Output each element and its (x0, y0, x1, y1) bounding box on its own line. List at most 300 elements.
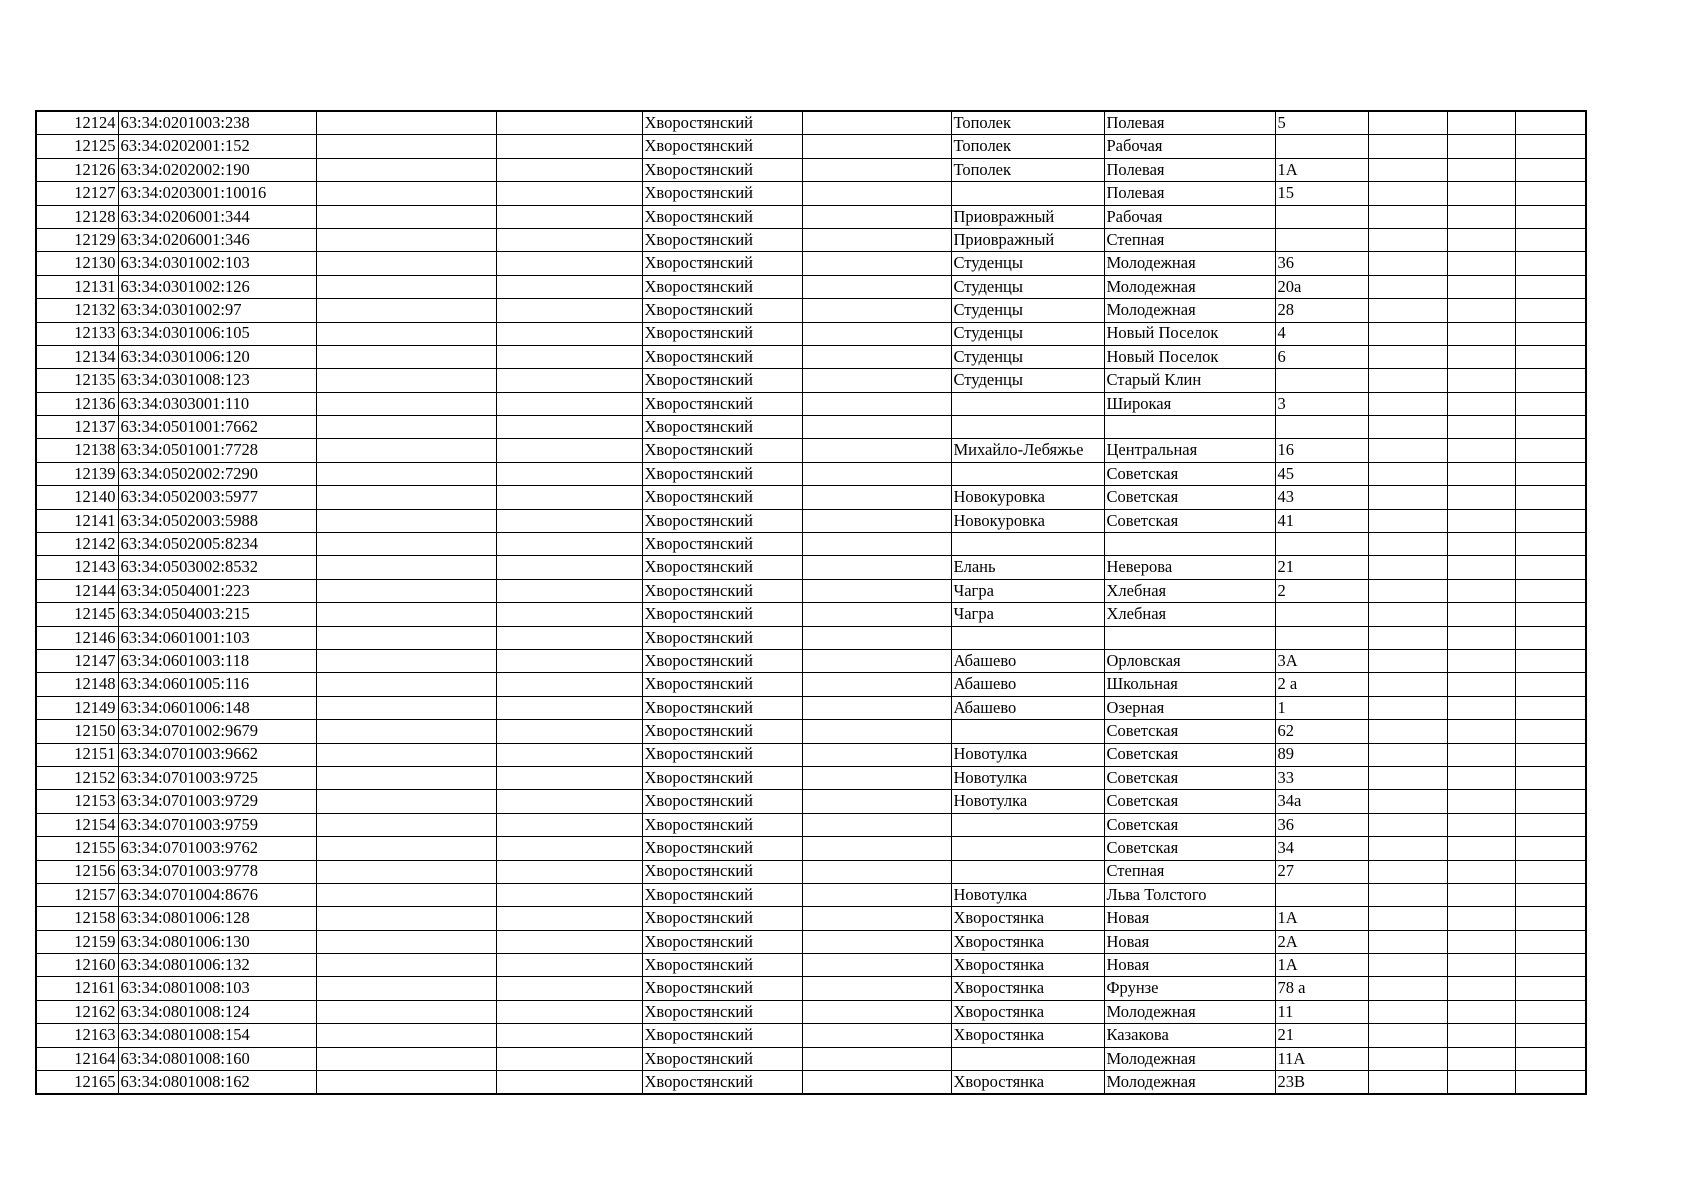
cadastral-number-cell: 63:34:0502003:5977 (118, 486, 316, 509)
empty-cell (496, 860, 642, 883)
street-cell: Новая (1104, 930, 1275, 953)
house-number-cell: 16 (1275, 439, 1368, 462)
empty-cell (802, 556, 951, 579)
cadastral-number-cell: 63:34:0202002:190 (118, 158, 316, 181)
row-number-cell: 12126 (36, 158, 118, 181)
empty-cell (316, 837, 496, 860)
row-number-cell: 12128 (36, 205, 118, 228)
empty-cell (802, 509, 951, 532)
row-number-cell: 12139 (36, 462, 118, 485)
table-row (36, 883, 1586, 906)
street-cell: Полевая (1104, 182, 1275, 205)
district-cell: Хворостянский (642, 977, 802, 1000)
empty-cell (1515, 907, 1586, 930)
empty-cell (1368, 462, 1447, 485)
cadastral-number-cell: 63:34:0701003:9725 (118, 766, 316, 789)
table-row (36, 322, 1586, 345)
row-number-cell: 12134 (36, 345, 118, 368)
locality-cell: Хворостянка (951, 1071, 1104, 1095)
empty-cell (316, 345, 496, 368)
empty-cell (1515, 837, 1586, 860)
locality-cell (951, 720, 1104, 743)
cadastral-number-cell: 63:34:0303001:110 (118, 392, 316, 415)
house-number-cell: 21 (1275, 556, 1368, 579)
table-row (36, 930, 1586, 953)
district-cell: Хворостянский (642, 673, 802, 696)
empty-cell (496, 673, 642, 696)
empty-cell (1447, 533, 1515, 556)
empty-cell (1447, 696, 1515, 719)
empty-cell (496, 1000, 642, 1023)
house-number-cell: 5 (1275, 111, 1368, 135)
empty-cell (1447, 416, 1515, 439)
empty-cell (1515, 556, 1586, 579)
street-cell: Полевая (1104, 158, 1275, 181)
empty-cell (802, 416, 951, 439)
locality-cell: Студенцы (951, 322, 1104, 345)
empty-cell (496, 111, 642, 135)
locality-cell: Хворостянка (951, 954, 1104, 977)
empty-cell (1515, 790, 1586, 813)
locality-cell: Студенцы (951, 252, 1104, 275)
street-cell: Советская (1104, 509, 1275, 532)
empty-cell (1447, 1047, 1515, 1070)
empty-cell (496, 182, 642, 205)
row-number-cell: 12131 (36, 275, 118, 298)
row-number-cell: 12143 (36, 556, 118, 579)
empty-cell (1368, 954, 1447, 977)
district-cell: Хворостянский (642, 790, 802, 813)
table-row (36, 1071, 1586, 1095)
locality-cell: Хворостянка (951, 930, 1104, 953)
district-cell: Хворостянский (642, 111, 802, 135)
district-cell: Хворостянский (642, 743, 802, 766)
house-number-cell: 28 (1275, 299, 1368, 322)
empty-cell (1515, 813, 1586, 836)
empty-cell (1368, 158, 1447, 181)
district-cell: Хворостянский (642, 883, 802, 906)
empty-cell (496, 954, 642, 977)
empty-cell (1515, 696, 1586, 719)
empty-cell (1447, 837, 1515, 860)
district-cell: Хворостянский (642, 603, 802, 626)
street-cell: Советская (1104, 766, 1275, 789)
empty-cell (1447, 883, 1515, 906)
row-number-cell: 12161 (36, 977, 118, 1000)
empty-cell (802, 182, 951, 205)
table-row (36, 252, 1586, 275)
table-row (36, 299, 1586, 322)
row-number-cell: 12129 (36, 228, 118, 251)
empty-cell (802, 626, 951, 649)
street-cell (1104, 626, 1275, 649)
empty-cell (1447, 299, 1515, 322)
house-number-cell: 2 (1275, 579, 1368, 602)
street-cell: Молодежная (1104, 1071, 1275, 1095)
row-number-cell: 12145 (36, 603, 118, 626)
table-row (36, 790, 1586, 813)
empty-cell (496, 977, 642, 1000)
cadastral-number-cell: 63:34:0206001:344 (118, 205, 316, 228)
empty-cell (802, 673, 951, 696)
empty-cell (1368, 720, 1447, 743)
empty-cell (802, 743, 951, 766)
empty-cell (802, 275, 951, 298)
empty-cell (1447, 1071, 1515, 1095)
empty-cell (316, 462, 496, 485)
locality-cell (951, 813, 1104, 836)
cadastral-number-cell: 63:34:0701004:8676 (118, 883, 316, 906)
district-cell: Хворостянский (642, 1047, 802, 1070)
empty-cell (1447, 813, 1515, 836)
empty-cell (802, 345, 951, 368)
table-row (36, 813, 1586, 836)
empty-cell (496, 649, 642, 672)
table-body (36, 111, 1586, 1094)
locality-cell (951, 860, 1104, 883)
empty-cell (1515, 345, 1586, 368)
empty-cell (1368, 649, 1447, 672)
cadastral-number-cell: 63:34:0301008:123 (118, 369, 316, 392)
empty-cell (316, 509, 496, 532)
empty-cell (496, 275, 642, 298)
empty-cell (316, 275, 496, 298)
cadastral-number-cell: 63:34:0701003:9662 (118, 743, 316, 766)
empty-cell (316, 696, 496, 719)
empty-cell (802, 158, 951, 181)
locality-cell: Студенцы (951, 345, 1104, 368)
district-cell: Хворостянский (642, 158, 802, 181)
cadastral-number-cell: 63:34:0301006:120 (118, 345, 316, 368)
house-number-cell: 36 (1275, 252, 1368, 275)
empty-cell (1515, 439, 1586, 462)
empty-cell (1515, 1024, 1586, 1047)
empty-cell (496, 252, 642, 275)
district-cell: Хворостянский (642, 345, 802, 368)
empty-cell (1447, 486, 1515, 509)
empty-cell (316, 930, 496, 953)
locality-cell: Хворостянка (951, 907, 1104, 930)
table-row (36, 673, 1586, 696)
street-cell: Молодежная (1104, 1000, 1275, 1023)
cadastral-number-cell: 63:34:0202001:152 (118, 135, 316, 158)
empty-cell (1447, 345, 1515, 368)
row-number-cell: 12148 (36, 673, 118, 696)
empty-cell (1368, 299, 1447, 322)
empty-cell (1368, 345, 1447, 368)
empty-cell (496, 790, 642, 813)
house-number-cell: 41 (1275, 509, 1368, 532)
empty-cell (1447, 626, 1515, 649)
district-cell: Хворостянский (642, 930, 802, 953)
empty-cell (316, 182, 496, 205)
empty-cell (1515, 649, 1586, 672)
empty-cell (316, 205, 496, 228)
house-number-cell: 20а (1275, 275, 1368, 298)
locality-cell: Новотулка (951, 766, 1104, 789)
cadastral-number-cell: 63:34:0701003:9778 (118, 860, 316, 883)
empty-cell (496, 509, 642, 532)
empty-cell (1515, 883, 1586, 906)
street-cell: Советская (1104, 462, 1275, 485)
empty-cell (496, 439, 642, 462)
empty-cell (1515, 1047, 1586, 1070)
empty-cell (496, 930, 642, 953)
street-cell: Орловская (1104, 649, 1275, 672)
row-number-cell: 12146 (36, 626, 118, 649)
street-cell: Новый Поселок (1104, 345, 1275, 368)
empty-cell (1368, 135, 1447, 158)
table-row (36, 275, 1586, 298)
street-cell: Фрунзе (1104, 977, 1275, 1000)
empty-cell (1515, 533, 1586, 556)
cadastral-number-cell: 63:34:0206001:346 (118, 228, 316, 251)
empty-cell (1368, 509, 1447, 532)
cadastral-number-cell: 63:34:0701002:9679 (118, 720, 316, 743)
cadastral-number-cell: 63:34:0701003:9729 (118, 790, 316, 813)
cadastral-number-cell: 63:34:0503002:8532 (118, 556, 316, 579)
district-cell: Хворостянский (642, 322, 802, 345)
empty-cell (1447, 603, 1515, 626)
street-cell: Рабочая (1104, 135, 1275, 158)
empty-cell (1515, 322, 1586, 345)
house-number-cell: 3 (1275, 392, 1368, 415)
empty-cell (1368, 369, 1447, 392)
house-number-cell: 1А (1275, 907, 1368, 930)
empty-cell (1515, 111, 1586, 135)
cadastral-number-cell: 63:34:0301002:103 (118, 252, 316, 275)
row-number-cell: 12133 (36, 322, 118, 345)
table-row (36, 182, 1586, 205)
empty-cell (1447, 954, 1515, 977)
empty-cell (1515, 392, 1586, 415)
table-row (36, 1047, 1586, 1070)
empty-cell (802, 603, 951, 626)
street-cell: Советская (1104, 486, 1275, 509)
locality-cell: Хворостянка (951, 1024, 1104, 1047)
empty-cell (316, 860, 496, 883)
table-row (36, 158, 1586, 181)
empty-cell (1368, 626, 1447, 649)
empty-cell (802, 392, 951, 415)
cadastral-number-cell: 63:34:0502003:5988 (118, 509, 316, 532)
empty-cell (1368, 907, 1447, 930)
district-cell: Хворостянский (642, 813, 802, 836)
empty-cell (496, 720, 642, 743)
row-number-cell: 12137 (36, 416, 118, 439)
cadastral-number-cell: 63:34:0701003:9762 (118, 837, 316, 860)
empty-cell (1368, 603, 1447, 626)
table-row (36, 205, 1586, 228)
locality-cell: Новокуровка (951, 486, 1104, 509)
locality-cell (951, 416, 1104, 439)
district-cell: Хворостянский (642, 1071, 802, 1095)
table-row (36, 720, 1586, 743)
empty-cell (1515, 205, 1586, 228)
locality-cell: Хворостянка (951, 1000, 1104, 1023)
empty-cell (316, 439, 496, 462)
empty-cell (1447, 135, 1515, 158)
house-number-cell (1275, 135, 1368, 158)
cadastral-number-cell: 63:34:0504003:215 (118, 603, 316, 626)
empty-cell (1447, 322, 1515, 345)
empty-cell (496, 322, 642, 345)
table-row (36, 626, 1586, 649)
empty-cell (1515, 626, 1586, 649)
empty-cell (1368, 696, 1447, 719)
house-number-cell: 4 (1275, 322, 1368, 345)
empty-cell (1368, 111, 1447, 135)
house-number-cell (1275, 369, 1368, 392)
empty-cell (1368, 1024, 1447, 1047)
street-cell: Школьная (1104, 673, 1275, 696)
empty-cell (316, 649, 496, 672)
empty-cell (316, 743, 496, 766)
street-cell: Хлебная (1104, 603, 1275, 626)
district-cell: Хворостянский (642, 954, 802, 977)
cadastral-number-cell: 63:34:0801006:128 (118, 907, 316, 930)
street-cell: Молодежная (1104, 275, 1275, 298)
empty-cell (316, 1000, 496, 1023)
locality-cell: Чагра (951, 579, 1104, 602)
row-number-cell: 12157 (36, 883, 118, 906)
empty-cell (1368, 813, 1447, 836)
empty-cell (1515, 275, 1586, 298)
empty-cell (1447, 509, 1515, 532)
cadastral-number-cell: 63:34:0504001:223 (118, 579, 316, 602)
empty-cell (1515, 766, 1586, 789)
house-number-cell (1275, 228, 1368, 251)
empty-cell (802, 977, 951, 1000)
empty-cell (496, 907, 642, 930)
empty-cell (1368, 228, 1447, 251)
row-number-cell: 12154 (36, 813, 118, 836)
empty-cell (1368, 252, 1447, 275)
house-number-cell: 36 (1275, 813, 1368, 836)
house-number-cell (1275, 883, 1368, 906)
table-row (36, 439, 1586, 462)
district-cell: Хворостянский (642, 649, 802, 672)
empty-cell (316, 766, 496, 789)
empty-cell (1447, 930, 1515, 953)
empty-cell (496, 743, 642, 766)
row-number-cell: 12156 (36, 860, 118, 883)
empty-cell (1447, 649, 1515, 672)
empty-cell (316, 1047, 496, 1070)
empty-cell (316, 579, 496, 602)
locality-cell (951, 533, 1104, 556)
empty-cell (316, 813, 496, 836)
locality-cell: Студенцы (951, 299, 1104, 322)
empty-cell (1368, 1000, 1447, 1023)
house-number-cell: 34 (1275, 837, 1368, 860)
table-row (36, 1024, 1586, 1047)
empty-cell (1368, 977, 1447, 1000)
row-number-cell: 12142 (36, 533, 118, 556)
table-row (36, 369, 1586, 392)
house-number-cell: 1А (1275, 954, 1368, 977)
empty-cell (1368, 1071, 1447, 1095)
cadastral-number-cell: 63:34:0601006:148 (118, 696, 316, 719)
row-number-cell: 12164 (36, 1047, 118, 1070)
empty-cell (1368, 673, 1447, 696)
empty-cell (1368, 533, 1447, 556)
property-register-table (35, 110, 1587, 1095)
empty-cell (802, 205, 951, 228)
cadastral-number-cell: 63:34:0801008:103 (118, 977, 316, 1000)
empty-cell (316, 392, 496, 415)
house-number-cell: 33 (1275, 766, 1368, 789)
empty-cell (802, 369, 951, 392)
empty-cell (1368, 930, 1447, 953)
row-number-cell: 12163 (36, 1024, 118, 1047)
cadastral-number-cell: 63:34:0801008:160 (118, 1047, 316, 1070)
empty-cell (496, 392, 642, 415)
empty-cell (496, 486, 642, 509)
locality-cell: Тополек (951, 158, 1104, 181)
row-number-cell: 12155 (36, 837, 118, 860)
row-number-cell: 12165 (36, 1071, 118, 1095)
empty-cell (1515, 930, 1586, 953)
empty-cell (802, 486, 951, 509)
cadastral-number-cell: 63:34:0502005:8234 (118, 533, 316, 556)
cadastral-number-cell: 63:34:0203001:10016 (118, 182, 316, 205)
cadastral-number-cell: 63:34:0301006:105 (118, 322, 316, 345)
cadastral-number-cell: 63:34:0502002:7290 (118, 462, 316, 485)
street-cell: Новая (1104, 907, 1275, 930)
district-cell: Хворостянский (642, 837, 802, 860)
locality-cell (951, 392, 1104, 415)
empty-cell (1515, 1000, 1586, 1023)
empty-cell (496, 813, 642, 836)
cadastral-number-cell: 63:34:0801006:130 (118, 930, 316, 953)
table-row (36, 579, 1586, 602)
empty-cell (496, 696, 642, 719)
street-cell: Степная (1104, 228, 1275, 251)
locality-cell (951, 837, 1104, 860)
empty-cell (1447, 392, 1515, 415)
row-number-cell: 12132 (36, 299, 118, 322)
locality-cell: Студенцы (951, 275, 1104, 298)
empty-cell (1447, 252, 1515, 275)
table-row (36, 766, 1586, 789)
empty-cell (316, 954, 496, 977)
empty-cell (496, 556, 642, 579)
cadastral-number-cell: 63:34:0801006:132 (118, 954, 316, 977)
district-cell: Хворостянский (642, 369, 802, 392)
empty-cell (802, 883, 951, 906)
locality-cell: Абашево (951, 649, 1104, 672)
empty-cell (1447, 462, 1515, 485)
empty-cell (802, 954, 951, 977)
empty-cell (1447, 205, 1515, 228)
district-cell: Хворостянский (642, 462, 802, 485)
empty-cell (802, 1047, 951, 1070)
empty-cell (1368, 837, 1447, 860)
empty-cell (802, 322, 951, 345)
empty-cell (802, 228, 951, 251)
empty-cell (802, 533, 951, 556)
empty-cell (1368, 416, 1447, 439)
cadastral-number-cell: 63:34:0601005:116 (118, 673, 316, 696)
row-number-cell: 12124 (36, 111, 118, 135)
empty-cell (1515, 954, 1586, 977)
street-cell: Широкая (1104, 392, 1275, 415)
district-cell: Хворостянский (642, 135, 802, 158)
empty-cell (802, 930, 951, 953)
locality-cell: Новотулка (951, 883, 1104, 906)
empty-cell (1368, 790, 1447, 813)
